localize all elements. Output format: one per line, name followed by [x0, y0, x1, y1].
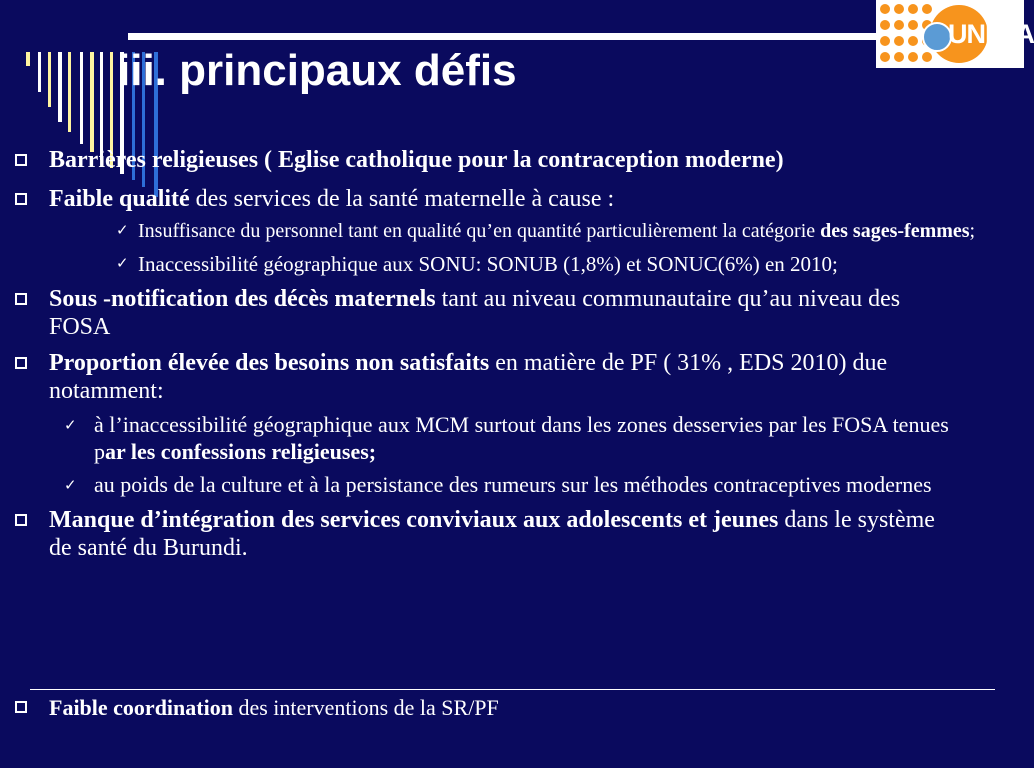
sub-list-item: [12, 411, 1000, 465]
checkmark-icon: ✓: [64, 418, 77, 434]
item-text: dans le système de santé du Burundi.: [49, 507, 935, 561]
sub-item-text: au poids de la culture et à la persistance des rumeurs sur les méthodes contraceptives modernes: [94, 472, 932, 497]
decorative-bar: [38, 52, 41, 92]
list-item: [12, 349, 1000, 405]
item-bold-text: Proportion élevée des besoins non satisfaits: [49, 350, 490, 376]
square-bullet-icon: [15, 193, 27, 205]
checkmark-icon: ✓: [116, 256, 129, 272]
logo-dot: [922, 52, 932, 62]
sub-item-bold-text: des sages-femmes: [820, 220, 970, 242]
decorative-bar: [100, 52, 103, 160]
list-item: [12, 506, 1000, 562]
logo-dot: [908, 36, 918, 46]
decorative-bar: [90, 52, 94, 152]
list-item: [12, 285, 1000, 341]
checkmark-icon: ✓: [64, 478, 77, 494]
decorative-bar: [80, 52, 83, 144]
unfpa-logo: [876, 0, 1034, 68]
logo-dot: [908, 20, 918, 30]
item-text: des services de la santé maternelle à cause :: [189, 186, 615, 212]
item-text: en matière de PF ( 31% , EDS 2010) due notamment:: [49, 350, 888, 404]
logo-text: UNFPA: [948, 19, 1034, 49]
logo-dot: [880, 36, 890, 46]
logo-dot: [894, 36, 904, 46]
logo-dot: [922, 4, 932, 14]
decorative-bar: [58, 52, 62, 122]
square-bullet-icon: [15, 154, 27, 166]
logo-dot: [908, 4, 918, 14]
checkmark-icon: ✓: [116, 223, 129, 239]
list-item: [12, 185, 1000, 213]
item-bold-text: Faible qualité: [49, 186, 190, 212]
title-underline-rule: [128, 33, 876, 40]
bullet-list-bottom: [12, 694, 1000, 722]
square-bullet-icon: [15, 701, 27, 713]
sub-item-text: ;: [969, 220, 976, 242]
sub-item-text: à l’inaccessibilité géographique aux MCM surtout dans les zones desservies par les FOSA tenues p: [94, 412, 949, 464]
item-bold-text: Barrières religieuses ( Eglise catholique pour la contraception moderne): [49, 147, 784, 173]
sub-item-bold-text: ar les confessions religieuses;: [105, 439, 377, 464]
logo-dot: [880, 20, 890, 30]
logo-dot: [894, 20, 904, 30]
page-title: iii. principaux défis: [118, 46, 517, 95]
sub-list-item: [12, 219, 1000, 244]
sub-list-item: [12, 471, 1000, 498]
list-item: [12, 694, 1000, 722]
sub-item-text: Inaccessibilité géographique aux SONU: SONUB (1,8%) et SONUC(6%) en 2010;: [138, 252, 838, 276]
decorative-bar: [26, 52, 30, 66]
square-bullet-icon: [15, 293, 27, 305]
separator-line: [30, 689, 995, 690]
square-bullet-icon: [15, 514, 27, 526]
logo-dot: [894, 4, 904, 14]
item-text: des interventions de la SR/PF: [232, 695, 499, 720]
bullet-list: [12, 146, 1000, 562]
decorative-bar: [68, 52, 71, 132]
logo-dot: [894, 52, 904, 62]
item-bold-text: Manque d’intégration des services conviviaux aux adolescents et jeunes: [49, 507, 779, 533]
sub-list-item: [12, 252, 1000, 277]
list-item: [12, 146, 1000, 174]
logo-dot: [880, 52, 890, 62]
square-bullet-icon: [15, 357, 27, 369]
logo-dot: [908, 52, 918, 62]
logo-dot: [880, 4, 890, 14]
item-text: tant au niveau communautaire qu’au niveau des FOSA: [49, 286, 901, 340]
item-bold-text: Sous -notification des décès maternels: [49, 286, 436, 312]
decorative-bar: [48, 52, 51, 107]
item-bold-text: Faible coordination: [49, 695, 233, 720]
sub-item-text: Insuffisance du personnel tant en qualité qu’en quantité particulièrement la catégorie: [138, 220, 821, 242]
